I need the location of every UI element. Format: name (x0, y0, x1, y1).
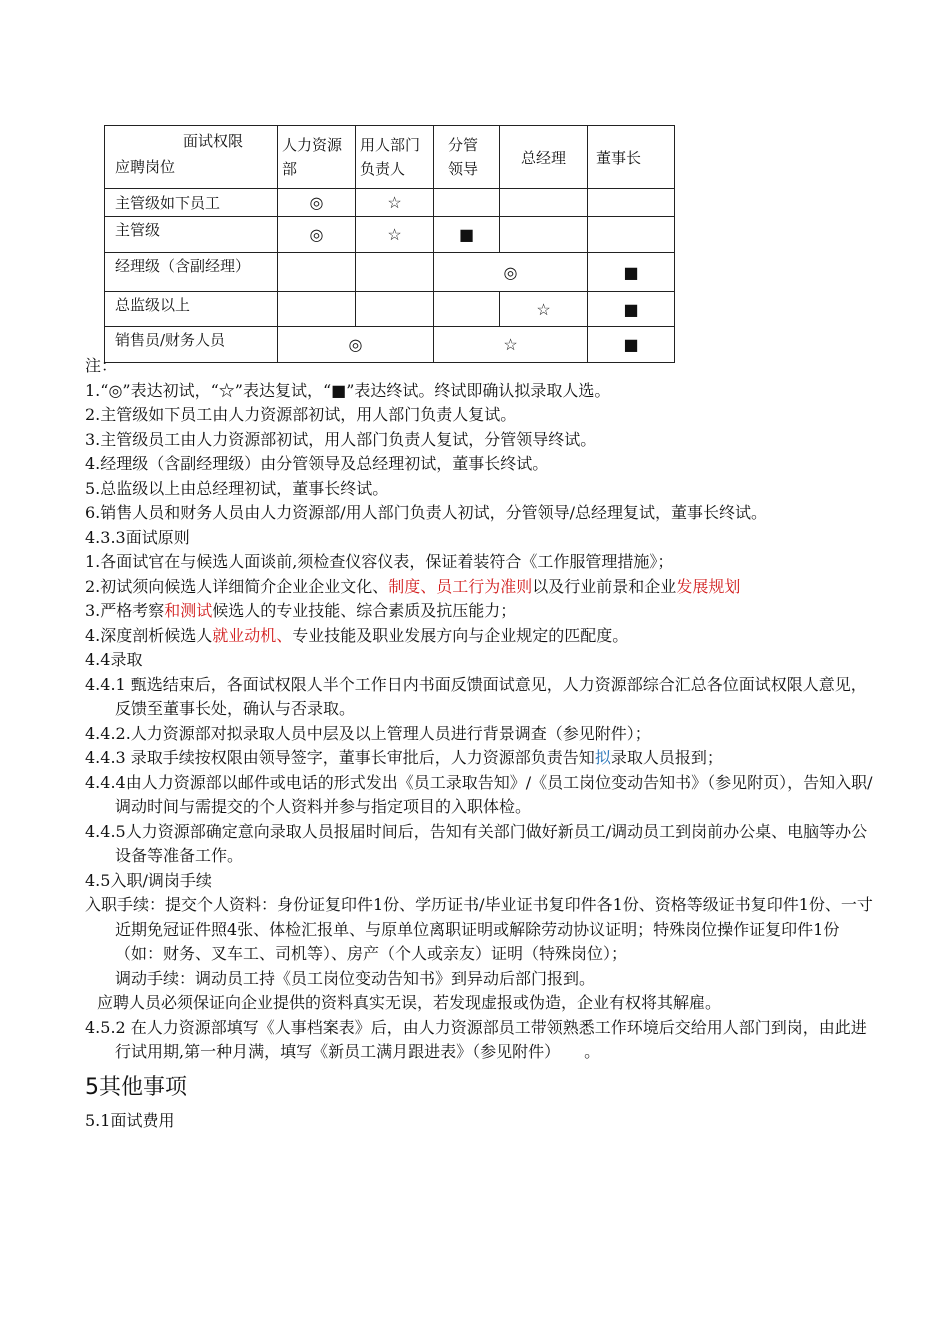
row-label: 销售员/财务人员 (105, 327, 278, 363)
hire-item: 4.4.2.人力资源部对拟录取人员中层及以上管理人员进行背景调查（参见附件）； (85, 723, 651, 743)
highlight-text: 和测试 (164, 601, 213, 620)
row-label: 总监级以上 (105, 292, 278, 327)
mark-initial: ◎ (434, 253, 588, 292)
mark-second: ☆ (500, 292, 588, 327)
principle-item: 2.初试须向候选人详细简介企业企业文化、制度、员工行为准则以及行业前景和企业发展规划 (85, 576, 741, 596)
note-item: 6.销售人员和财务人员由人力资源部/用人部门负责人初试，分管领导/总经理复试，董事长终试。 (85, 503, 768, 522)
highlight-text: 就业动机、 (212, 625, 293, 645)
table-row (105, 253, 675, 292)
row-label: 经理级（含副经理） (105, 253, 278, 292)
section-5-title: 5其他事项 (85, 1074, 187, 1100)
notes-title: 注： (85, 356, 118, 375)
hire-item: 4.4.1 甄选结束后，各面试权限人半个工作日内书面反馈面试意见，人力资源部综合汇总各位面试权限人意见，反馈至董事长处，确认与否录取。 (85, 674, 867, 718)
note-item: 2.主管级如下员工由人力资源部初试，用人部门负责人复试。 (85, 405, 517, 424)
transfer-procedure: 调动手续：调动员工持《员工岗位变动告知书》到异动后部门报到。 (115, 968, 596, 988)
highlight-text: 拟 (594, 748, 611, 767)
mark-final: ■ (588, 253, 675, 292)
mark-second: ☆ (356, 189, 434, 217)
highlight-text: 制度、员工行为准则 (388, 576, 533, 596)
row-label: 主管级 (105, 217, 278, 253)
header-hr: 人力资源部 (278, 126, 356, 189)
note-item: 5.总监级以上由总经理初试，董事长终试。 (85, 478, 389, 498)
note-item: 3.主管级员工由人力资源部初试，用人部门负责人复试，分管领导终试。 (85, 429, 597, 449)
section-heading: 4.3.3面试原则 (85, 527, 190, 547)
header-gm: 总经理 (500, 126, 588, 189)
table-header-corner (105, 126, 278, 189)
mark-initial: ◎ (278, 327, 434, 363)
mark-second: ☆ (434, 327, 588, 363)
highlight-text: 发展规划 (676, 576, 741, 596)
principle-item: 4.深度剖析候选人就业动机、专业技能及职业发展方向与企业规定的匹配度。 (85, 625, 629, 645)
header-dept-head: 用人部门负责人 (356, 126, 434, 189)
mark-final: ■ (434, 217, 500, 253)
header-permission-label: 面试权限 (183, 132, 244, 150)
subsection-title: 5.1面试费用 (85, 1110, 175, 1130)
principle-item: 3.严格考察和测试候选人的专业技能、综合素质及抗压能力； (85, 601, 517, 620)
header-position-label: 应聘岗位 (115, 158, 176, 176)
row-label: 主管级如下员工 (105, 189, 278, 217)
note-item: 1.“◎”表达初试，“☆”表达复试，“■”表达终试。终试即确认拟录取人选。 (85, 380, 611, 400)
interview-permission-table (104, 125, 675, 363)
table-row (105, 292, 675, 327)
mark-second: ☆ (356, 217, 434, 253)
onboard-item: 4.5.2 在人力资源部填写《人事档案表》后，由人力资源部员工带领熟悉工作环境后交给用人部门到岗，由此进行试用期,第一种月满，填写《新员工满月跟进表》（参见附件） 。 (85, 1017, 867, 1061)
mark-initial: ◎ (278, 189, 356, 217)
principle-item: 1.各面试官在与候选人面谈前,须检查仪容仪表，保证着装符合《工作服管理措施》； (85, 552, 674, 571)
document-body (85, 354, 875, 1133)
note-item: 4.经理级（含副经理级）由分管领导及总经理初试，董事长终试。 (85, 454, 549, 473)
hire-item: 4.4.5人力资源部确定意向录取人员报届时间后，告知有关部门做好新员工/调动员工到岗前办公桌、电脑等办公设备等准备工作。 (85, 821, 868, 865)
table-row (105, 217, 675, 253)
hire-item: 4.4.4由人力资源部以邮件或电话的形式发出《员工录取告知》/《员工岗位变动告知书》（参见附页），告知入职/调动时间与需提交的个人资料并参与指定项目的入职体检。 (85, 772, 873, 816)
header-chair: 董事长 (588, 126, 675, 189)
mark-initial: ◎ (278, 217, 356, 253)
truth-statement: 应聘人员必须保证向企业提供的资料真实无误，若发现虚报或伪造，企业有权将其解雇。 (97, 993, 722, 1012)
mark-final: ■ (588, 292, 675, 327)
table-row (105, 189, 675, 217)
mark-final: ■ (588, 327, 675, 363)
entry-procedure: 入职手续：提交个人资料：身份证复印件1份、学历证书/毕业证书复印件各1份、资格等级证书复印件1份、一寸近期免冠证件照4张、体检汇报单、与原单位离职证明或解除劳动协议证明；特殊岗位操作证复印件1份（如：财务、叉车工、司机等）、房产（个人或亲友）证明（特殊岗位）； (85, 895, 873, 963)
hire-item: 4.4.3 录取手续按权限由领导签字，董事长审批后，人力资源部负责告知拟录取人员报到； (85, 748, 723, 767)
section-heading: 4.5入职/调岗手续 (85, 870, 212, 890)
section-heading: 4.4录取 (85, 650, 143, 669)
header-lead: 分管领导 (434, 126, 500, 189)
